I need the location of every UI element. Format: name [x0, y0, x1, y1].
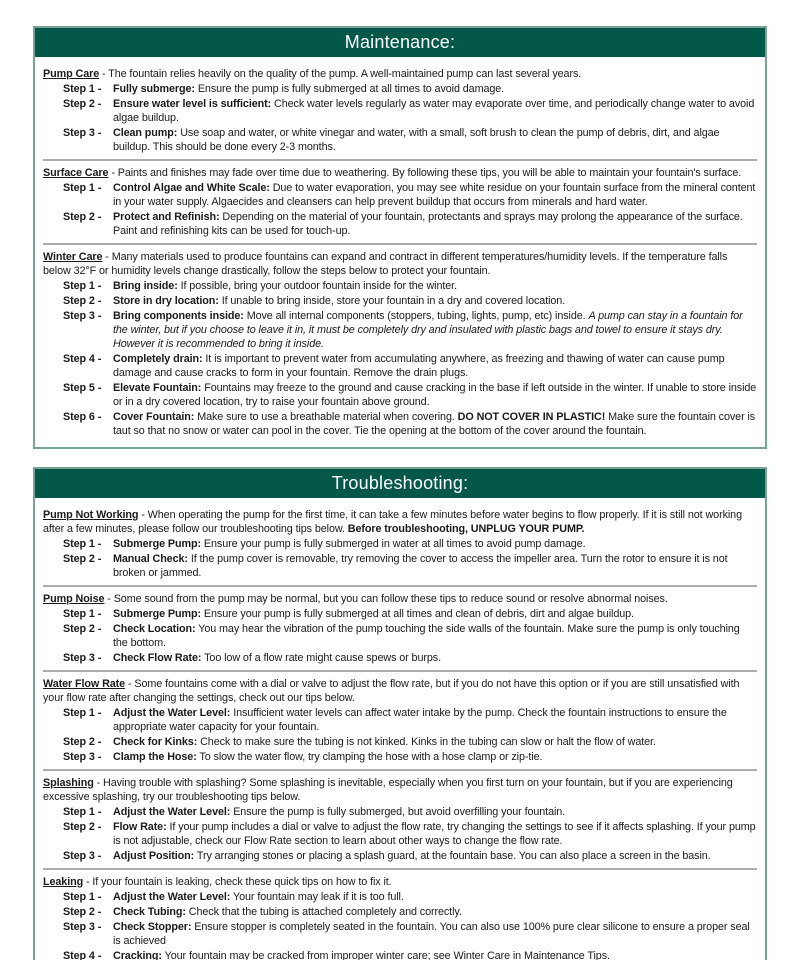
step: [63, 607, 757, 621]
step-number: Step 2 -: [63, 821, 102, 833]
step-number: Step 3 -: [63, 921, 102, 933]
step-note-italic: A pump can stay in a fountain for the winter, but if you choose to leave it in, it must be completely dry and insulated with plastic bags and towel to ensure it stays dry. However it is recommended to bring it inside.: [113, 310, 743, 350]
step-text: Submerge Pump: Ensure your pump is fully submerged in water at all times to avoid pump damage.: [113, 538, 586, 550]
step: [63, 905, 757, 919]
step-number: Step 1 -: [63, 707, 102, 719]
section-intro-text: If your fountain is leaking, check these quick tips on how to fix it.: [92, 876, 392, 888]
section-intro: [43, 592, 757, 606]
section-surface-care: [43, 166, 757, 238]
step-number: Step 3 -: [63, 850, 102, 862]
step-text: Ensure water level is sufficient: Check water levels regularly as water may evaporate over time, and periodically change water to avoid algae buildup.: [113, 98, 755, 124]
section-pump-care: [43, 67, 757, 154]
troubleshooting-header-bar: [35, 469, 765, 498]
step-text: Adjust Position: Try arranging stones or placing a splash guard, at the fountain base. You can also place a screen in the basin.: [113, 850, 711, 862]
step-text: Clean pump: Use soap and water, or white vinegar and water, with a small, soft brush to clean the pump of debris, dirt, and algae buildup. This should be done every 2-3 months.: [113, 127, 720, 153]
heading-separator: -: [108, 167, 118, 179]
section-heading: Surface Care: [43, 167, 109, 179]
step: [63, 750, 757, 764]
step: [63, 552, 757, 580]
step-number: Step 4 -: [63, 950, 102, 960]
section-pump-noise: [43, 592, 757, 665]
step: [63, 97, 757, 125]
step-label: Check Flow Rate:: [113, 652, 202, 664]
step-label: Cover Fountain:: [113, 411, 195, 423]
step-label: Elevate Fountain:: [113, 382, 202, 394]
section-heading: Leaking: [43, 876, 84, 888]
step-number: Step 2 -: [63, 623, 102, 635]
section-heading: Pump Not Working: [43, 509, 139, 521]
step-label: Bring inside:: [113, 280, 178, 292]
section-intro: [43, 776, 757, 804]
step-label: Cracking:: [113, 950, 162, 960]
step-number: Step 2 -: [63, 906, 102, 918]
step-label: Flow Rate:: [113, 821, 167, 833]
section-heading: Splashing: [43, 777, 94, 789]
step: [63, 651, 757, 665]
step: [63, 537, 757, 551]
step-label: Adjust the Water Level:: [113, 806, 231, 818]
maintenance-panel: [33, 26, 767, 449]
section-heading: Winter Care: [43, 251, 103, 263]
step-number: Step 2 -: [63, 553, 102, 565]
section-divider: [43, 159, 757, 161]
step: [63, 622, 757, 650]
section-divider: [43, 243, 757, 245]
step-number: Step 1 -: [63, 538, 102, 550]
section-intro: [43, 166, 757, 180]
step-text: Check Stopper: Ensure stopper is completely seated in the fountain. You can also use 100% pure clear silicone to ensure a proper seal is achieved: [113, 921, 750, 947]
step: [63, 181, 757, 209]
step-text: Check Location: You may hear the vibration of the pump touching the side walls of the fountain. Make sure the pump is only touching the bottom.: [113, 623, 740, 649]
section-pump-not-working: [43, 508, 757, 580]
section-intro-text: Having trouble with splashing? Some splashing is inevitable, especially when you first turn on your fountain, but if you are experiencing excessive splashing, try our troubleshooting tips below.: [43, 777, 733, 803]
step-text: Check Tubing: Check that the tubing is attached completely and correctly.: [113, 906, 462, 918]
heading-separator: -: [93, 777, 103, 789]
step-number: Step 1 -: [63, 83, 102, 95]
heading-separator: -: [138, 509, 148, 521]
step-label: Submerge Pump:: [113, 608, 201, 620]
step-text: Bring components inside: Move all internal components (stoppers, tubing, lights, pump, etc) inside. A pump can stay in a fountain for the winter, but if you choose to leave it in, it must be completely dry and insulated with plastic bags and towel to ensure it stays dry. However it is recommended to bring it inside.: [113, 310, 743, 350]
step: [63, 949, 757, 960]
step-text: Store in dry location: If unable to bring inside, store your fountain in a dry and covered location.: [113, 295, 566, 307]
step-number: Step 1 -: [63, 608, 102, 620]
step: [63, 309, 757, 351]
step-number: Step 1 -: [63, 182, 102, 194]
step-number: Step 3 -: [63, 652, 102, 664]
step-number: Step 1 -: [63, 891, 102, 903]
section-intro-text: Many materials used to produce fountains can expand and contract in different temperatures/humidity levels. If the temperature falls below 32°F or humidity levels change drastically, follow the steps below to protect your fountain.: [43, 251, 728, 277]
section-divider: [43, 868, 757, 870]
step-text: Check for Kinks: Check to make sure the tubing is not kinked. Kinks in the tubing can slow or halt the flow of water.: [113, 736, 656, 748]
step-text: Elevate Fountain: Fountains may freeze to the ground and cause cracking in the base if left outside in the winter. If unable to store inside or in a dry covered location, try to raise your fountain above ground.: [113, 382, 757, 408]
step-label: Protect and Refinish:: [113, 211, 220, 223]
step-label: Manual Check:: [113, 553, 188, 565]
section-water-flow-rate: [43, 677, 757, 764]
step-number: Step 2 -: [63, 98, 102, 110]
step-label: Store in dry location:: [113, 295, 219, 307]
step-text: Bring inside: If possible, bring your outdoor fountain inside for the winter.: [113, 280, 457, 292]
step: [63, 381, 757, 409]
step-number: Step 1 -: [63, 806, 102, 818]
step-label: Check Location:: [113, 623, 196, 635]
section-intro: [43, 67, 757, 81]
step-text: Clamp the Hose: To slow the water flow, try clamping the hose with a hose clamp or zip-tie.: [113, 751, 543, 763]
step-text: Cover Fountain: Make sure to use a breathable material when covering. DO NOT COVER IN PLASTIC! Make sure the fountain cover is taut so that no snow or water can pool in the cover. Tie the opening at the bottom of the cover around the fountain.: [113, 411, 756, 437]
heading-separator: -: [102, 251, 112, 263]
section-intro: [43, 677, 757, 705]
step: [63, 805, 757, 819]
step-number: Step 1 -: [63, 280, 102, 292]
troubleshooting-title: Troubleshooting:: [331, 473, 469, 493]
step-text: Adjust the Water Level: Your fountain may leak if it is too full.: [113, 891, 404, 903]
step-label: Control Algae and White Scale:: [113, 182, 270, 194]
section-intro-text: The fountain relies heavily on the quality of the pump. A well-maintained pump can last several years.: [108, 68, 582, 80]
maintenance-body: [35, 57, 765, 447]
step-label: Completely drain:: [113, 353, 203, 365]
troubleshooting-body: [35, 498, 765, 960]
step-label: Fully submerge:: [113, 83, 195, 95]
section-intro-text: Paints and finishes may fade over time due to weathering. By following these tips, you will be able to maintain your fountain's surface.: [117, 167, 742, 179]
step-text: Protect and Refinish: Depending on the material of your fountain, protectants and sprays may prolong the appearance of the surface. Paint and refinishing kits can be used for touch-up.: [113, 211, 743, 237]
step: [63, 279, 757, 293]
heading-separator: -: [83, 876, 93, 888]
step-text: Adjust the Water Level: Insufficient water levels can affect water intake by the pump. Check the fountain instructions to ensure the appropriate water capacity for your fountain.: [113, 707, 727, 733]
maintenance-header-bar: [35, 28, 765, 57]
step-label: Adjust the Water Level:: [113, 707, 231, 719]
step: [63, 706, 757, 734]
step-label: Check Tubing:: [113, 906, 186, 918]
step-label: Clean pump:: [113, 127, 178, 139]
section-heading: Pump Noise: [43, 593, 105, 605]
step-label: Adjust Position:: [113, 850, 195, 862]
step-text: Control Algae and White Scale: Due to water evaporation, you may see white residue on your fountain surface from the mineral content in your water supply. Algaecides and cleansers can help prevent buildup that occurs from minerals and hard water.: [113, 182, 756, 208]
step-number: Step 5 -: [63, 382, 102, 394]
step-warning-bold: DO NOT COVER IN PLASTIC!: [457, 411, 606, 423]
step-label: Ensure water level is sufficient:: [113, 98, 272, 110]
step-number: Step 2 -: [63, 736, 102, 748]
maintenance-title: Maintenance:: [344, 32, 456, 52]
step-text: Fully submerge: Ensure the pump is fully submerged at all times to avoid damage.: [113, 83, 505, 95]
step-text: Cracking: Your fountain may be cracked from improper winter care; see Winter Care in Maintenance Tips.: [113, 950, 610, 960]
step: [63, 294, 757, 308]
step-number: Step 3 -: [63, 751, 102, 763]
section-intro-text: Some sound from the pump may be normal, but you can follow these tips to reduce sound or resolve abnormal noises.: [113, 593, 668, 605]
step-number: Step 4 -: [63, 353, 102, 365]
step: [63, 890, 757, 904]
step-text: Manual Check: If the pump cover is removable, try removing the cover to access the impeller area. Turn the rotor to ensure it is not broken or jammed.: [113, 553, 728, 579]
section-leaking: [43, 875, 757, 960]
step: [63, 210, 757, 238]
section-intro: [43, 250, 757, 278]
section-heading: Pump Care: [43, 68, 100, 80]
section-heading: Water Flow Rate: [43, 678, 126, 690]
section-divider: [43, 585, 757, 587]
section-winter-care: [43, 250, 757, 438]
step: [63, 735, 757, 749]
step-label: Check for Kinks:: [113, 736, 198, 748]
section-intro: [43, 508, 757, 536]
step-number: Step 2 -: [63, 295, 102, 307]
step: [63, 920, 757, 948]
step: [63, 126, 757, 154]
heading-separator: -: [104, 593, 114, 605]
heading-separator: -: [125, 678, 135, 690]
step-text: Submerge Pump: Ensure your pump is fully submerged at all times and clean of debris, dirt and algae buildup.: [113, 608, 634, 620]
step-label: Submerge Pump:: [113, 538, 201, 550]
step: [63, 820, 757, 848]
section-intro-text: When operating the pump for the first time, it can take a few minutes before water begins to flow properly. If it is still not working after a few minutes, please follow our troubleshooting tips below.: [43, 509, 742, 535]
section-splashing: [43, 776, 757, 863]
step-number: Step 6 -: [63, 411, 102, 423]
step-text: Adjust the Water Level: Ensure the pump is fully submerged, but avoid overfilling your fountain.: [113, 806, 566, 818]
section-divider: [43, 670, 757, 672]
step-number: Step 3 -: [63, 310, 102, 322]
troubleshooting-panel: [33, 467, 767, 960]
step-number: Step 2 -: [63, 211, 102, 223]
heading-separator: -: [99, 68, 109, 80]
step-label: Check Stopper:: [113, 921, 192, 933]
section-intro-text: Some fountains come with a dial or valve to adjust the flow rate, but if you do not have this option or if you are still unsatisfied with your flow rate after changing the settings, check out our tips below.: [43, 678, 740, 704]
step-label: Clamp the Hose:: [113, 751, 197, 763]
section-intro: [43, 875, 757, 889]
step: [63, 82, 757, 96]
step-text: Flow Rate: If your pump includes a dial or valve to adjust the flow rate, try changing the settings to see if it affects splashing. If your pump is not adjustable, check our Flow Rate section to learn about other ways to change the flow rate.: [113, 821, 756, 847]
step-label: Bring components inside:: [113, 310, 244, 322]
step: [63, 352, 757, 380]
intro-warning-bold: Before troubleshooting, UNPLUG YOUR PUMP.: [347, 523, 585, 535]
step-number: Step 3 -: [63, 127, 102, 139]
step: [63, 410, 757, 438]
step-text: Completely drain: It is important to prevent water from accumulating anywhere, as freezing and thawing of water can cause pump damage and cause cracks to form in your fountain. Remove the drain plugs.: [113, 353, 725, 379]
step: [63, 849, 757, 863]
step-label: Adjust the Water Level:: [113, 891, 231, 903]
section-divider: [43, 769, 757, 771]
step-text: Check Flow Rate: Too low of a flow rate might cause spews or burps.: [113, 652, 441, 664]
